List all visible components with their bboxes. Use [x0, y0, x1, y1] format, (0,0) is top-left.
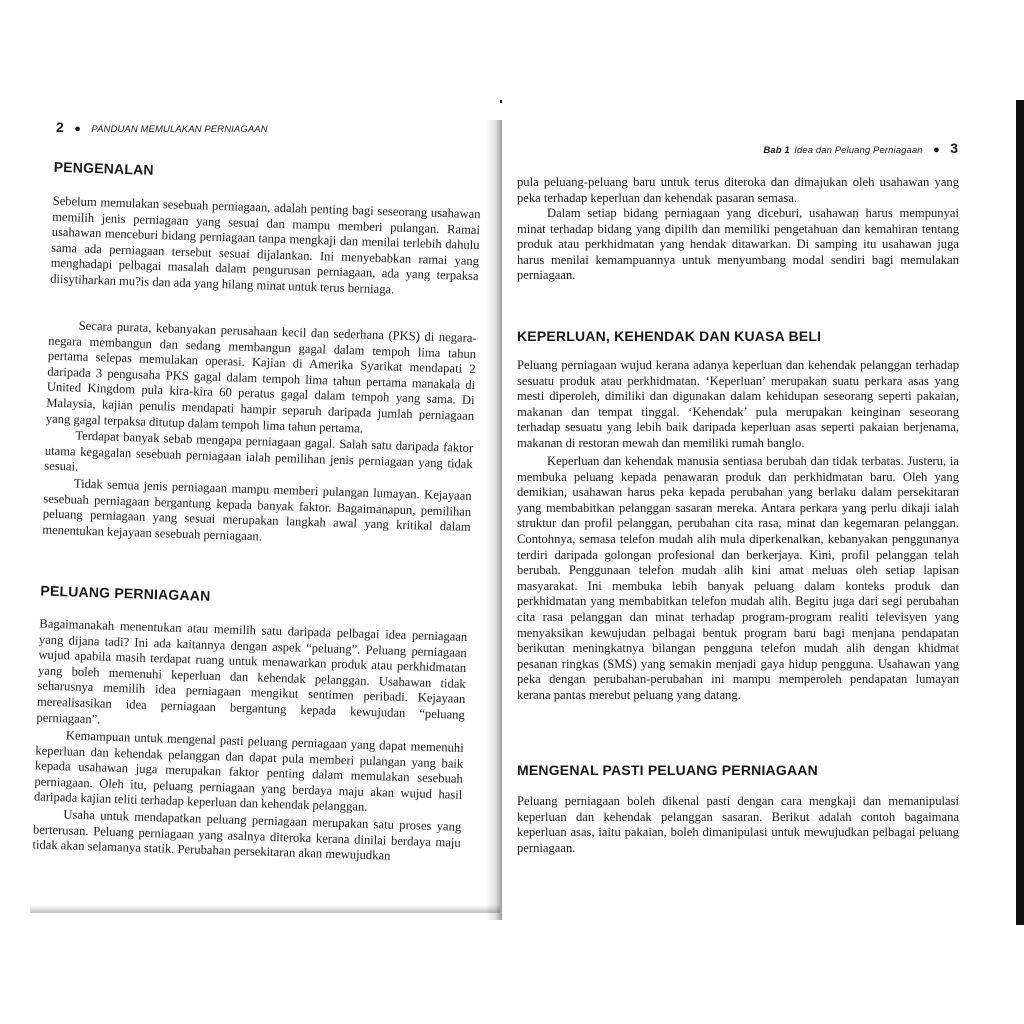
paragraph: Peluang perniagaan wujud kerana adanya keperluan dan kehendak pelanggan terhadap sesuatu produk atau perkhidmatan. ‘Keperluan’ merupakan suatu perkara asas yang mesti diperoleh, dimiliki dan digunakan dalam kehidupan seseorang seperti pakaian, makanan dan tempat tinggal. ‘Kehendak’ pula merupakan keinginan seseorang terhadap sesuatu yang lebih baik daripada keperluan asas seperti pakaian berjenama, makanan di restoran mewah dan memiliki rumah banglo. — [517, 358, 959, 450]
paragraph: Keperluan dan kehendak manusia sentiasa berubah dan tidak terbatas. Justeru, ia membuka peluang kepada penawaran produk dan perkhidmatan baru. Oleh yang demikian, usahawan harus peka kepada perubahan yang berlaku dalam persekitaran yang membabitkan pelanggan sasaran mereka. Antara perkara yang perlu dikaji ialah struktur dan profil pelanggan, perubahan cita rasa, minat dan kegemaran pelanggan. Contohnya, semasa telefon mudah alih mula diperkenalkan, kebanyakan penggunanya terdiri daripada golongan profesional dan berkerjaya. Kini, profil pelanggan telah berubah. Penggunaan telefon mudah alih kini amat meluas oleh setiap lapisan masyarakat. Ini membuka lebih banyak peluang dalam konteks produk dan perkhidmatan yang membabitkan telefon mudah alih. Begitu juga dari segi perubahan cita rasa pelanggan dan minat terhadap program-program realiti televisyen yang menyaksikan kewujudan pelbagai bentuk program baru bagi menjana pendapatan berikutan meningkatnya bilangan pengguna telefon mudah alih dengan khidmat pesanan ringkas (SMS) yang semakin menjadi gaya hidup pengguna. Usahawan yang peka dengan perubahan-perubahan ini mampu memperoleh pendapatan lumayan kerana pantas merebut peluang yang datang. — [517, 454, 959, 702]
chapter-label: Bab 1 — [763, 145, 790, 156]
chapter-title: Idea dan Peluang Perniagaan — [794, 145, 923, 156]
section-heading: KEPERLUAN, KEHENDAK DAN KUASA BELI — [517, 328, 822, 344]
paragraph: Dalam setiap bidang perniagaan yang diceburi, usahawan harus mempunyai minat terhadap bidang yang dipilih dan memiliki pengetahuan dan kemahiran tentang produk atau perkhidmatan yang hendak ditawarkan. Di samping itu usahawan juga harus menilai kemampuannya untuk menyumbang modal sendiri bagi memulakan perniagaan. — [517, 206, 959, 283]
bullet-icon: ● — [933, 144, 940, 156]
right-page — [502, 100, 1014, 925]
paragraph: Sebelum memulakan sesebuah perniagaan, adalah penting bagi seseorang usahawan memilih jenis perniagaan yang sesuai dan mampu memberi pulangan. Ramai usahawan menceburi bidang perniagaan tanpa mengkaji dan menilai terlebih dahulu sama ada perniagaan tersebut sesuai dijalankan. Ini menyebabkan ramai yang menghadapi pelbagai masalah dalam pengurusan perniagaan, ada yang terpaksa diisytiharkan mu?is dan ada yang hilang minat untuk terus berniaga. — [50, 193, 481, 297]
section-heading: MENGENAL PASTI PELUANG PERNIAGAAN — [517, 762, 818, 778]
left-page — [0, 95, 500, 925]
running-head: PANDUAN MEMULAKAN PERNIAGAAN — [91, 124, 268, 135]
scan-right-edge — [1016, 100, 1024, 925]
right-folio — [763, 140, 958, 158]
page-number: 2 — [56, 119, 64, 135]
paragraph: Kemampuan untuk mengenal pasti peluang perniagaan yang dapat memenuhi keperluan dan kehendak pelanggan dan dapat pula memberi pulangan yang baik kepada usahawan juga merupakan faktor penting dalam memulakan sesebuah perniagaan. Oleh itu, peluang perniagaan yang berdaya maju akan wujud hasil daripada kajian teliti terhadap keperluan dan kehendak pelanggan. — [33, 728, 464, 815]
bullet-icon: ● — [74, 123, 81, 135]
paragraph: Terdapat banyak sebab mengapa perniagaan gagal. Salah satu daripada faktor utama kegagalan sesebuah perniagaan ialah pemilihan jenis perniagaan yang tidak sesuai. — [44, 428, 474, 474]
page-number: 3 — [950, 140, 958, 156]
section-heading: PELUANG PERNIAGAAN — [40, 582, 211, 604]
book-spine-shadow — [486, 120, 502, 920]
paragraph: Tidak semua jenis perniagaan mampu memberi pulangan lumayan. Kejayaan sesebuah perniagaan bergantung kepada banyak faktor. Bagaimanapun, pemilihan peluang perniagaan yang sesuai merupakan langkah awal yang kritikal dalam menentukan kejayaan sesebuah perniagaan. — [42, 476, 472, 544]
paragraph: Peluang perniagaan boleh dikenal pasti dengan cara mengkaji dan memanipulasi keperluan dan kehendak pelanggan sasaran. Berikut adalah contoh bagaimana keperluan asas, iaitu pakaian, boleh dimanipulasi untuk mewujudkan pelbagai peluang perniagaan. — [517, 794, 959, 855]
page-bottom-shadow — [30, 905, 500, 913]
paragraph: pula peluang-peluang baru untuk terus diteroka dan dimajukan oleh usahawan yang peka terhadap keperluan dan kehendak pasaran semasa. — [517, 175, 959, 205]
section-heading: PENGENALAN — [53, 158, 154, 178]
paragraph: Bagaimanakah menentukan atau memilih satu daripada pelbagai idea perniagaan yang dijana tadi? Ini ada kaitannya dengan aspek “peluang”. Peluang perniagaan wujud apabila masih terdapat ruang untuk menawarkan produk atau perkhidmatan yang boleh memenuhi keperluan dan kehendak pelanggan. Usahawan tidak seharusnya memilih idea perniagaan mengikut sentimen peribadi. Kejayaan merealisasikan idea perniagaan bergantung kepada kewujudan “peluang perniagaan”. — [36, 616, 468, 727]
paragraph: Usaha untuk mendapatkan peluang perniagaan merupakan satu proses yang berterusan. Peluang perniagaan yang asalnya diteroka kerana dinilai berdaya maju tidak akan selamanya statik. Perubahan persekitaran akan mewujudkan — [32, 807, 462, 863]
paragraph: Secara purata, kebanyakan perusahaan kecil dan sederhana (PKS) di negara-negara membangun dan sedang membangun gagal dalam tempoh lima tahun pertama selepas memulakan operasi. Kajian di Amerika Syarikat mendapati 2 daripada 3 pengusaha PKS gagal dalam tempoh lima tahun pertama manakala di United Kingdom pula kira-kira 60 peratus gagal dalam tempoh yang sama. Di Malaysia, kajian penulis mendapati hampir separuh daripada jumlah perniagaan yang gagal terpaksa ditutup dalam tempoh lima tahun pertama. — [45, 318, 477, 436]
